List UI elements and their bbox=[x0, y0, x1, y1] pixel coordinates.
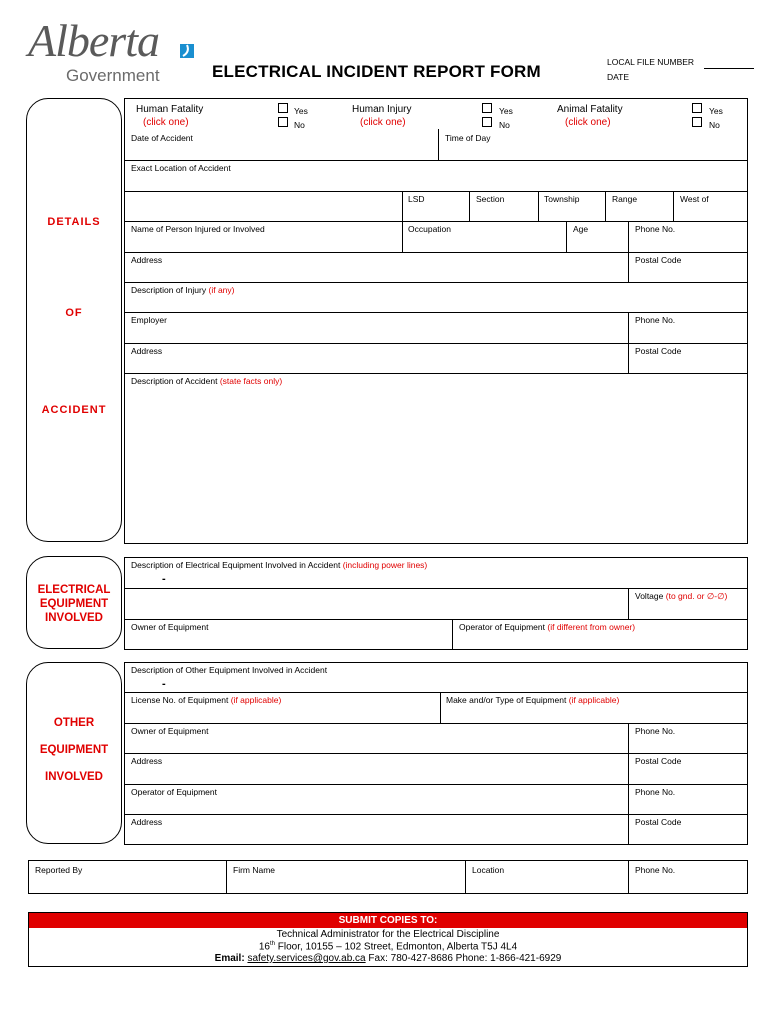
time-of-day-field[interactable]: Time of Day bbox=[445, 133, 491, 143]
electrical-operator-field[interactable]: Operator of Equipment (if different from owner) bbox=[459, 622, 636, 632]
submit-heading: SUBMIT COPIES TO: bbox=[29, 913, 747, 928]
logo-government-text: Government bbox=[66, 66, 160, 85]
township-field[interactable]: Township bbox=[544, 194, 580, 204]
submit-contact-line: Email: safety.services@gov.ab.ca Fax: 780-427-8686 Phone: 1-866-421-6929 bbox=[214, 953, 562, 964]
injury-description-field[interactable]: Description of Injury (if any) bbox=[131, 285, 235, 295]
animal-fatality-yes-checkbox[interactable] bbox=[692, 103, 702, 113]
human-injury-no-checkbox[interactable] bbox=[482, 117, 492, 127]
file-number-field[interactable] bbox=[704, 68, 754, 69]
reported-by-field[interactable]: Reported By bbox=[35, 865, 83, 875]
email-link[interactable]: safety.services@gov.ab.ca bbox=[247, 953, 366, 964]
human-injury-yes-label: Yes bbox=[499, 106, 513, 116]
sidebar-details-label: DETAILS bbox=[47, 216, 101, 228]
file-number-label: LOCAL FILE NUMBER bbox=[607, 57, 695, 67]
submit-address-line2: 16th Floor, 10155 – 102 Street, Edmonton, Alberta T5J 4L4 bbox=[258, 941, 518, 953]
human-injury-hint: (click one) bbox=[360, 117, 406, 128]
license-number-field[interactable]: License No. of Equipment (if applicable) bbox=[131, 695, 282, 705]
other-operator-phone-field[interactable]: Phone No. bbox=[635, 787, 676, 797]
animal-fatality-hint: (click one) bbox=[565, 117, 611, 128]
logo-mark-icon bbox=[178, 42, 196, 60]
person-postal-code-field[interactable]: Postal Code bbox=[635, 255, 682, 265]
section-field[interactable]: Section bbox=[476, 194, 505, 204]
date-label: DATE bbox=[607, 72, 630, 82]
human-injury-yes-checkbox[interactable] bbox=[482, 103, 492, 113]
reporter-phone-field[interactable]: Phone No. bbox=[635, 865, 676, 875]
date-of-accident-field[interactable]: Date of Accident bbox=[131, 133, 193, 143]
other-owner-address-field[interactable]: Address bbox=[131, 756, 163, 766]
sidebar-other-equipment-label: EQUIPMENT bbox=[39, 744, 109, 756]
employer-postal-code-field[interactable]: Postal Code bbox=[635, 346, 682, 356]
west-of-field[interactable]: West of bbox=[680, 194, 709, 204]
employer-phone-field[interactable]: Phone No. bbox=[635, 315, 676, 325]
human-fatality-no-label: No bbox=[294, 120, 305, 130]
voltage-field[interactable]: Voltage (to gnd. or ∅-∅) bbox=[635, 591, 728, 601]
human-fatality-no-checkbox[interactable] bbox=[278, 117, 288, 127]
other-operator-postal-code-field[interactable]: Postal Code bbox=[635, 817, 682, 827]
person-name-field[interactable]: Name of Person Injured or Involved bbox=[131, 224, 265, 234]
accident-description-field[interactable]: Description of Accident (state facts only) bbox=[131, 376, 283, 386]
sidebar-of-label: OF bbox=[65, 307, 83, 319]
other-operator-address-field[interactable]: Address bbox=[131, 817, 163, 827]
electrical-grid bbox=[124, 557, 748, 650]
employer-address-field[interactable]: Address bbox=[131, 346, 163, 356]
location-field[interactable]: Location bbox=[472, 865, 505, 875]
alberta-logo: Alberta bbox=[28, 15, 159, 66]
electrical-dash: - bbox=[162, 573, 166, 585]
sidebar-electrical-label: ELECTRICAL EQUIPMENT INVOLVED bbox=[37, 584, 111, 624]
animal-fatality-yes-label: Yes bbox=[709, 106, 723, 116]
other-owner-phone-field[interactable]: Phone No. bbox=[635, 726, 676, 736]
human-fatality-yes-checkbox[interactable] bbox=[278, 103, 288, 113]
person-address-field[interactable]: Address bbox=[131, 255, 163, 265]
human-injury-label: Human Injury bbox=[352, 104, 412, 115]
animal-fatality-no-label: No bbox=[709, 120, 720, 130]
lsd-field[interactable]: LSD bbox=[408, 194, 425, 204]
animal-fatality-no-checkbox[interactable] bbox=[692, 117, 702, 127]
form-title: ELECTRICAL INCIDENT REPORT FORM bbox=[212, 62, 541, 81]
other-operator-field[interactable]: Operator of Equipment bbox=[131, 787, 217, 797]
age-field[interactable]: Age bbox=[573, 224, 589, 234]
sidebar-accident-label: ACCIDENT bbox=[41, 404, 107, 416]
occupation-field[interactable]: Occupation bbox=[408, 224, 451, 234]
person-phone-field[interactable]: Phone No. bbox=[635, 224, 676, 234]
exact-location-field[interactable]: Exact Location of Accident bbox=[131, 163, 231, 173]
other-dash: - bbox=[162, 678, 166, 690]
electrical-equipment-description-field[interactable]: Description of Electrical Equipment Involved in Accident (including power lines) bbox=[131, 560, 428, 570]
other-equipment-description-field[interactable]: Description of Other Equipment Involved in Accident bbox=[131, 665, 328, 675]
electrical-owner-field[interactable]: Owner of Equipment bbox=[131, 622, 209, 632]
human-fatality-label: Human Fatality bbox=[136, 104, 204, 115]
human-fatality-hint: (click one) bbox=[143, 117, 189, 128]
other-owner-field[interactable]: Owner of Equipment bbox=[131, 726, 209, 736]
sidebar-other-involved-label: INVOLVED bbox=[45, 771, 103, 783]
human-fatality-yes-label: Yes bbox=[294, 106, 308, 116]
animal-fatality-label: Animal Fatality bbox=[557, 104, 623, 115]
make-type-field[interactable]: Make and/or Type of Equipment (if applicable) bbox=[446, 695, 620, 705]
employer-field[interactable]: Employer bbox=[131, 315, 167, 325]
other-owner-postal-code-field[interactable]: Postal Code bbox=[635, 756, 682, 766]
sidebar-other-label: OTHER bbox=[53, 717, 95, 729]
human-injury-no-label: No bbox=[499, 120, 510, 130]
firm-name-field[interactable]: Firm Name bbox=[233, 865, 276, 875]
details-sidebar bbox=[26, 98, 122, 542]
range-field[interactable]: Range bbox=[612, 194, 638, 204]
submit-box bbox=[28, 912, 748, 967]
submit-address-line1: Technical Administrator for the Electrical Discipline bbox=[276, 929, 500, 940]
